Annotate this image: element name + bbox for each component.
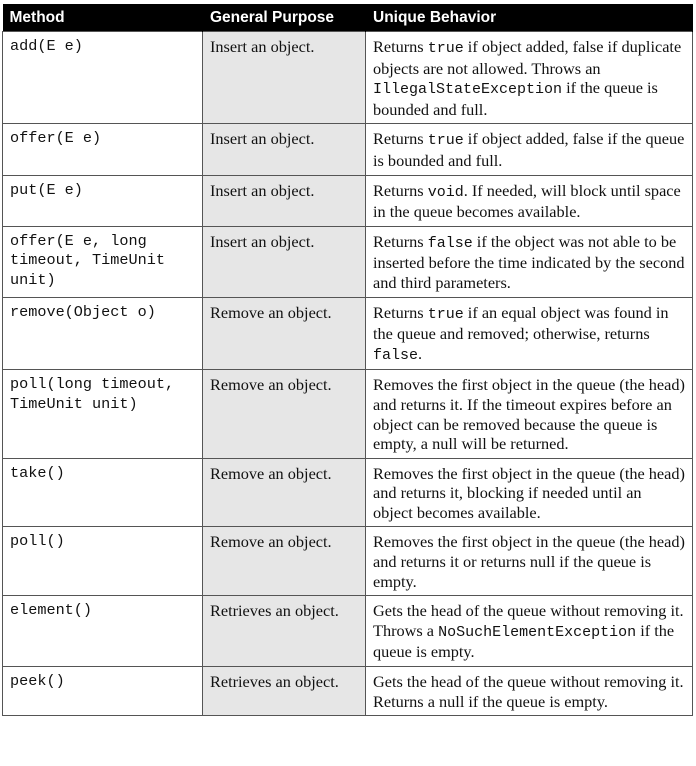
behavior-cell [366,667,693,716]
table-row [3,596,693,667]
method-cell: add(E e) [3,32,203,124]
code-fragment: NoSuchElementException [438,623,637,641]
method-cell: peek() [3,667,203,716]
table-row [3,175,693,226]
purpose-cell: Remove an object. [203,297,366,370]
behavior-cell [366,124,693,175]
code-fragment: false [373,346,419,364]
behavior-cell [366,32,693,124]
table-body [3,32,693,716]
table-row [3,370,693,458]
code-fragment: true [427,305,464,323]
method-cell: take() [3,458,203,527]
queue-methods-table [2,4,693,716]
purpose-cell: Insert an object. [203,226,366,297]
method-cell: put(E e) [3,175,203,226]
purpose-cell: Insert an object. [203,175,366,226]
behavior-text: if the object was not able to be inserted before the time indicated by the second and third parameters. [373,231,685,292]
method-cell: element() [3,596,203,667]
behavior-cell [366,596,693,667]
behavior-text: Removes the first object in the queue (the head) and returns it or returns null if the queue is empty. [373,532,685,591]
code-fragment: IllegalStateException [373,81,563,99]
table-row [3,297,693,370]
behavior-text: Returns [373,37,428,56]
behavior-text: . [418,343,423,363]
behavior-cell [366,458,693,527]
behavior-text: Returns [373,302,428,322]
behavior-text: if the queue is bounded and full. [373,78,658,119]
behavior-text: if object added, false if the queue is bounded and full. [373,129,685,170]
code-fragment: false [427,234,473,252]
behavior-cell [366,297,693,370]
method-cell: remove(Object o) [3,297,203,370]
behavior-text: Returns [373,180,428,200]
purpose-cell: Remove an object. [203,370,366,458]
header-behavior: Unique Behavior [366,4,693,32]
table-row [3,124,693,175]
behavior-text: if an equal object was found in the queue and removed; otherwise, returns [373,302,669,344]
behavior-text: Returns [373,129,428,149]
method-cell: poll() [3,527,203,596]
method-cell: offer(E e) [3,124,203,175]
code-fragment: void [427,183,464,201]
behavior-text: . If needed, will block until space in the queue becomes available. [373,180,681,222]
header-method: Method [3,4,203,32]
behavior-text: Returns [373,231,428,251]
behavior-text: if object added, false if duplicate objects are not allowed. Throws an [373,37,682,78]
behavior-cell [366,226,693,297]
behavior-text: Removes the first object in the queue (the head) and returns it. If the timeout expires before an object can be removed because the queue is empty, a null will be returned. [373,375,685,454]
behavior-cell [366,370,693,458]
method-cell: offer(E e, long timeout, TimeUnit unit) [3,226,203,297]
table-row [3,32,693,124]
behavior-text: Removes the first object in the queue (the head) and returns it, blocking if needed until an object becomes available. [373,463,685,522]
behavior-text: if the queue is empty. [373,620,675,662]
header-row [3,4,693,32]
purpose-cell: Retrieves an object. [203,596,366,667]
method-cell: poll(long timeout, TimeUnit unit) [3,370,203,458]
purpose-cell: Remove an object. [203,527,366,596]
code-fragment: true [427,132,464,150]
table-row [3,458,693,527]
behavior-text: Gets the head of the queue without removing it. Throws a [373,601,684,640]
table-row [3,527,693,596]
code-fragment: true [427,40,464,57]
purpose-cell: Insert an object. [203,32,366,124]
purpose-cell: Insert an object. [203,124,366,175]
header-purpose: General Purpose [203,4,366,32]
behavior-cell [366,527,693,596]
table-row [3,667,693,716]
purpose-cell: Retrieves an object. [203,667,366,716]
behavior-cell [366,175,693,226]
behavior-text: Gets the head of the queue without removing it. Returns a null if the queue is empty. [373,672,684,711]
purpose-cell: Remove an object. [203,458,366,527]
table-row [3,226,693,297]
